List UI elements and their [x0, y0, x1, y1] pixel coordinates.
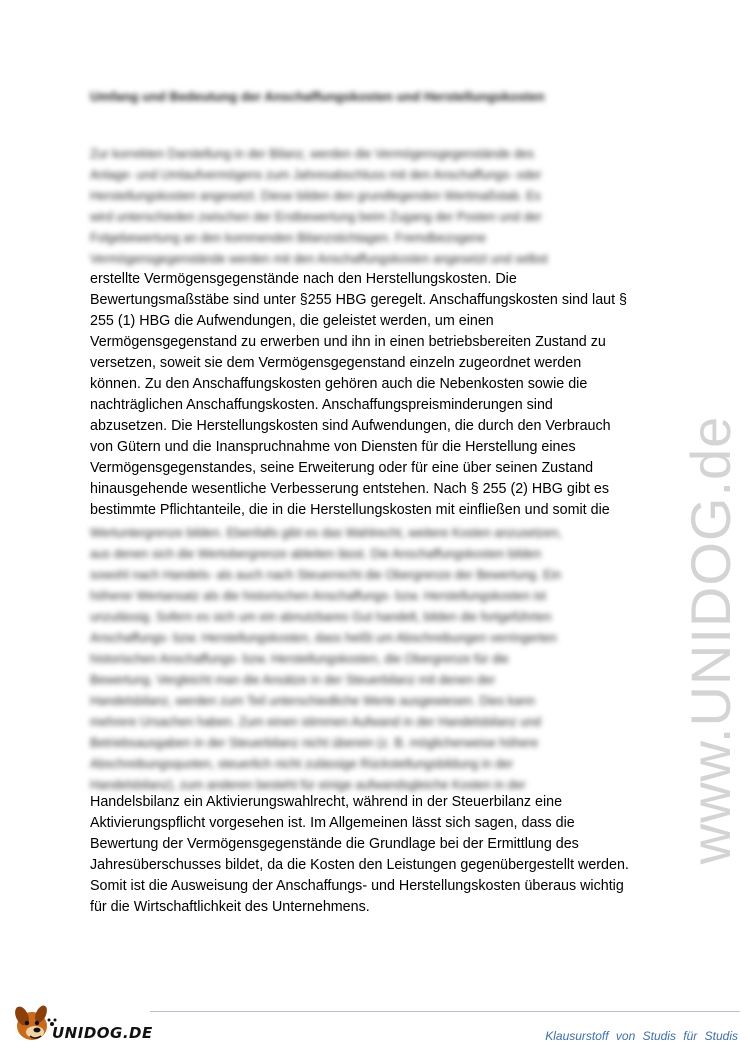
watermark-text: www.UNIDOG.de: [679, 415, 742, 865]
text-line: Folgebewertung an den kommenden Bilanzstichtagen. Fremdbezogene: [90, 231, 487, 245]
text-line: abzusetzen. Die Herstellungskosten sind Aufwendungen, die durch den Verbrauch: [90, 418, 611, 434]
text-line: Anlage- und Umlaufvermögens zum Jahresabschluss mit den Anschaffungs- oder: [90, 168, 542, 182]
text-line: versetzen, soweit sie dem Vermögensgegenstand einzeln zugeordnet werden: [90, 355, 582, 371]
text-line: Anschaffungs- bzw. Herstellungskosten, dass heißt um Abschreibungen verringerten: [90, 631, 557, 645]
text-line: Vermögensgegenstände werden mit den Anschaffungskosten angesetzt und selbst: [90, 252, 548, 266]
text-line: historischen Anschaffungs- bzw. Herstellungskosten, die Obergrenze für die: [90, 652, 509, 666]
footer-tagline: Klausurstoff von Studis für Studis: [545, 1029, 738, 1043]
text-line: Handelsbilanz), zum anderen besteht für einige aufwandsgleiche Kosten in der: [90, 778, 526, 792]
text-line: Jahresüberschusses bildet, da die Kosten den Leistungen gegenübergestellt werden.: [90, 857, 629, 873]
visible-body-paragraph: [90, 269, 650, 521]
visible-closing-paragraph: [90, 792, 650, 918]
text-line: Handelsbilanz, werden zum Teil unterschiedliche Werte ausgewiesen. Dies kann: [90, 694, 535, 708]
text-line: wird unterschieden zwischen der Erstbewertung beim Zugang der Posten und der: [90, 210, 542, 224]
text-line: Herstellungskosten angesetzt. Diese bilden den grundlegenden Wertmaßstab. Es: [90, 189, 541, 203]
text-line: nachträglichen Anschaffungskosten. Anschaffungspreisminderungen sind: [90, 397, 553, 413]
logo-text: UNIDOG.DE: [52, 1024, 153, 1042]
text-line: können. Zu den Anschaffungskosten gehören auch die Nebenkosten sowie die: [90, 376, 588, 392]
text-line: Wertuntergrenze bilden. Ebenfalls gibt es das Wahlrecht, weitere Kosten anzusetzen,: [90, 526, 562, 540]
text-line: Somit ist die Ausweisung der Anschaffungs- und Herstellungskosten überaus wichtig: [90, 878, 624, 894]
text-line: sowohl nach Handels- als auch nach Steuerrecht die Obergrenze der Bewertung. Ein: [90, 568, 562, 582]
text-line: Zur korrekten Darstellung in der Bilanz, werden die Vermögensgegenstände des: [90, 147, 535, 161]
blurred-middle-paragraph: [90, 523, 650, 796]
text-line: 255 (1) HBG die Aufwendungen, die geleistet werden, um einen: [90, 313, 494, 329]
watermark: [678, 415, 748, 865]
text-line: erstellte Vermögensgegenstände nach den Herstellungskosten. Die: [90, 271, 517, 287]
text-line: bestimmte Pflichtanteile, die in die Herstellungskosten mit einfließen und somit die: [90, 502, 610, 518]
text-line: Handelsbilanz ein Aktivierungswahlrecht, während in der Steuerbilanz eine: [90, 794, 563, 810]
blurred-intro-paragraph: [90, 144, 650, 270]
text-line: Betriebsausgaben in der Steuerbilanz nicht überein (z. B. möglicherweise höhere: [90, 736, 539, 750]
text-line: für die Wirtschaftlichkeit des Unternehmens.: [90, 899, 370, 915]
text-line: unzulässig. Sofern es sich um ein abnutzbares Gut handelt, bilden die fortgeführten: [90, 610, 552, 624]
text-line: hinausgehende wesentliche Verbesserung entstehen. Nach § 255 (2) HBG gibt es: [90, 481, 609, 497]
text-line: aus denen sich die Wertobergrenze ableiten lässt. Die Anschaffungskosten bilden: [90, 547, 542, 561]
text-line: mehrere Ursachen haben. Zum einen stimmen Aufwand in der Handelsbilanz und: [90, 715, 541, 729]
text-line: Bewertung der Vermögensgegenstände die Grundlage bei der Ermittlung des: [90, 836, 579, 852]
text-line: höherer Wertansatz als die historischen Anschaffungs- bzw. Herstellungskosten ist: [90, 589, 547, 603]
text-line: von Gütern und die Inanspruchnahme von Diensten für die Herstellung eines: [90, 439, 576, 455]
text-line: Abschreibungsquoten, steuerlich nicht zulässige Rückstellungsbildung in der: [90, 757, 514, 771]
text-line: Vermögensgegenstandes, seine Erweiterung oder für eine über seinen Zustand: [90, 460, 594, 476]
text-line: Bewertung. Vergleicht man die Ansätze in der Steuerbilanz mit denen der: [90, 673, 496, 687]
document-title: Umfang und Bedeutung der Anschaffungskosten und Herstellungskosten: [90, 89, 545, 104]
text-line: Vermögensgegenstand zu erwerben und ihn in einen betriebsbereiten Zustand zu: [90, 334, 606, 350]
text-line: Aktivierungspflicht vorgesehen ist. Im Allgemeinen lässt sich sagen, dass die: [90, 815, 575, 831]
footer-divider: [150, 1011, 740, 1012]
text-line: Bewertungsmaßstäbe sind unter §255 HBG geregelt. Anschaffungskosten sind laut §: [90, 292, 627, 308]
